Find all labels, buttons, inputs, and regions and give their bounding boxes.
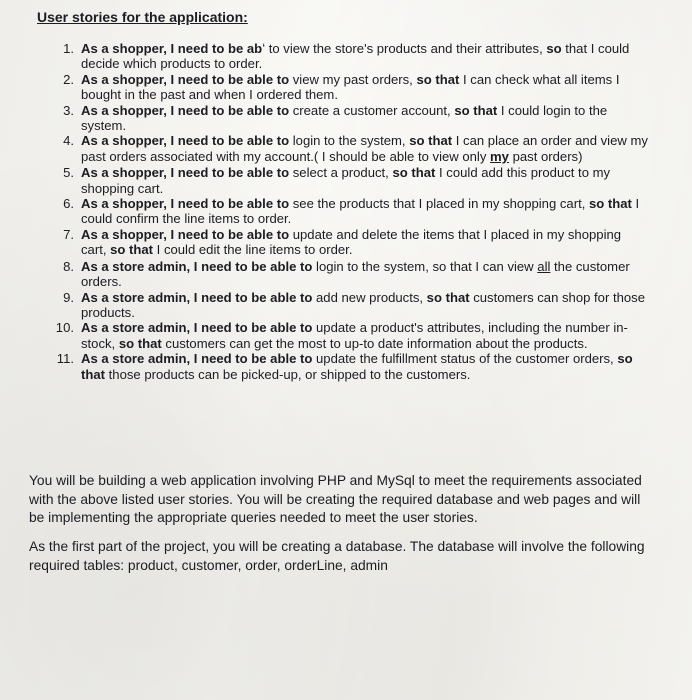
user-stories-list bbox=[50, 41, 650, 382]
item-need: I need to be able to bbox=[193, 320, 313, 336]
item-number: 3. bbox=[63, 102, 74, 118]
item-goal: the customer orders. bbox=[81, 258, 630, 290]
item-role: As a shopper, bbox=[81, 226, 171, 242]
list-item bbox=[50, 72, 650, 103]
item-number: 8. bbox=[63, 258, 74, 274]
item-text bbox=[81, 72, 619, 102]
item-text bbox=[81, 320, 628, 350]
item-so-that: so that bbox=[392, 165, 436, 181]
item-number: 11. bbox=[56, 351, 74, 367]
item-so: so bbox=[546, 41, 562, 56]
item-role: As a store admin, bbox=[81, 289, 194, 305]
item-action: login to the system, so that I can view bbox=[312, 258, 538, 274]
item-text bbox=[81, 196, 639, 226]
item-need: I need to be able to bbox=[170, 165, 290, 181]
item-goal: I could add this product to my shopping cart. bbox=[81, 165, 611, 196]
item-role: As a store admin, bbox=[81, 320, 194, 336]
item-so-that: so that bbox=[416, 71, 460, 87]
item-number: 6. bbox=[63, 196, 74, 212]
item-goal: I can check what all items I bought in the past and when I ordered them. bbox=[81, 71, 620, 103]
item-text bbox=[81, 165, 610, 195]
item-so-that: so that bbox=[118, 335, 162, 351]
item-number: 5. bbox=[63, 165, 74, 181]
item-role: As a shopper, bbox=[81, 71, 171, 87]
item-text bbox=[81, 290, 645, 320]
item-number: 9. bbox=[63, 289, 74, 305]
item-so-that: so that bbox=[81, 351, 633, 382]
item-action: create a customer account, bbox=[289, 102, 455, 118]
item-emphasis: my bbox=[490, 148, 509, 164]
item-role: As a shopper, bbox=[81, 133, 171, 149]
list-item bbox=[50, 133, 650, 164]
item-goal: customers can shop for those products. bbox=[81, 289, 645, 320]
item-role: As a shopper, bbox=[81, 196, 171, 212]
item-need: I need to be ab bbox=[170, 41, 263, 56]
item-role: As a store admin, bbox=[81, 258, 194, 274]
item-action: add new products, bbox=[312, 289, 427, 305]
list-item bbox=[50, 165, 650, 196]
list-item bbox=[50, 196, 650, 227]
item-need: I need to be able to bbox=[170, 226, 290, 242]
item-need: I need to be able to bbox=[170, 133, 290, 149]
list-item bbox=[50, 351, 650, 382]
list-item bbox=[50, 320, 650, 351]
list-item bbox=[50, 41, 650, 72]
heading: User stories for the application: bbox=[37, 9, 248, 25]
item-action: update the fulfillment status of the customer orders, bbox=[312, 351, 618, 367]
item-goal: those products can be picked-up, or shipped to the customers. bbox=[105, 366, 471, 382]
item-need: I need to be able to bbox=[170, 102, 290, 118]
item-text bbox=[81, 227, 621, 257]
item-action: view my past orders, bbox=[289, 71, 417, 87]
list-item bbox=[50, 103, 650, 134]
item-number: 2. bbox=[63, 71, 74, 87]
item-action: ʻ to view the store's products and their attributes, bbox=[262, 41, 547, 56]
item-text bbox=[81, 259, 630, 289]
list-item bbox=[50, 290, 650, 321]
item-action: see the products that I placed in my shopping cart, bbox=[289, 196, 589, 212]
item-goal: I can place an order and view my past orders associated with my account.( I should be able to view only bbox=[81, 133, 648, 164]
item-so-that: so that bbox=[409, 133, 453, 149]
item-need: I need to be able to bbox=[193, 289, 313, 305]
item-so-that: so that bbox=[426, 289, 470, 305]
item-so-that: so that bbox=[110, 242, 154, 258]
database-description: As the first part of the project, you will be creating a database. The database will involve the following required tables: product, customer, order, orderLine, admin bbox=[29, 539, 645, 573]
project-description: You will be building a web application involving PHP and MySql to meet the requirements associated with the above listed user stories. You will be creating the required database and web pages and will be implementing the appropriate queries needed to meet the user stories. bbox=[29, 473, 642, 525]
item-need: I need to be able to bbox=[170, 71, 290, 87]
item-text bbox=[81, 351, 633, 381]
item-text bbox=[81, 133, 648, 163]
item-role: As a shopper, bbox=[81, 165, 171, 181]
item-goal: that I could decide which products to order. bbox=[81, 41, 630, 72]
item-number: 10. bbox=[55, 320, 74, 336]
item-number: 1. bbox=[63, 41, 74, 56]
item-role: As a store admin, bbox=[81, 351, 194, 367]
item-role: As a shopper, bbox=[81, 102, 171, 118]
list-item bbox=[50, 259, 650, 290]
item-number: 7. bbox=[63, 226, 74, 242]
item-action: update and delete the items that I placed in my shopping cart, bbox=[81, 226, 622, 258]
item-emphasis: all bbox=[537, 258, 551, 274]
item-action: login to the system, bbox=[289, 133, 410, 149]
item-text bbox=[81, 41, 629, 71]
item-need: I need to be able to bbox=[193, 258, 313, 274]
item-text bbox=[81, 103, 607, 133]
item-need: I need to be able to bbox=[170, 196, 290, 212]
item-need: I need to be able to bbox=[193, 351, 313, 367]
list-item bbox=[50, 227, 650, 258]
item-action: update a product's attributes, including the number in-stock, bbox=[81, 320, 628, 351]
item-so-that: so that bbox=[588, 196, 632, 212]
item-goal: I could edit the line items to order. bbox=[153, 242, 353, 258]
item-goal: I could login to the system. bbox=[81, 102, 608, 134]
item-goal: customers can get the most to up-to date information about the products. bbox=[161, 335, 588, 351]
item-action: select a product, bbox=[289, 165, 393, 181]
item-goal: I could confirm the line items to order. bbox=[81, 196, 640, 227]
item-so-that: so that bbox=[454, 102, 498, 118]
item-role: As a shopper, bbox=[81, 41, 171, 56]
item-goal-tail: past orders) bbox=[508, 148, 583, 164]
item-number: 4. bbox=[63, 133, 74, 149]
